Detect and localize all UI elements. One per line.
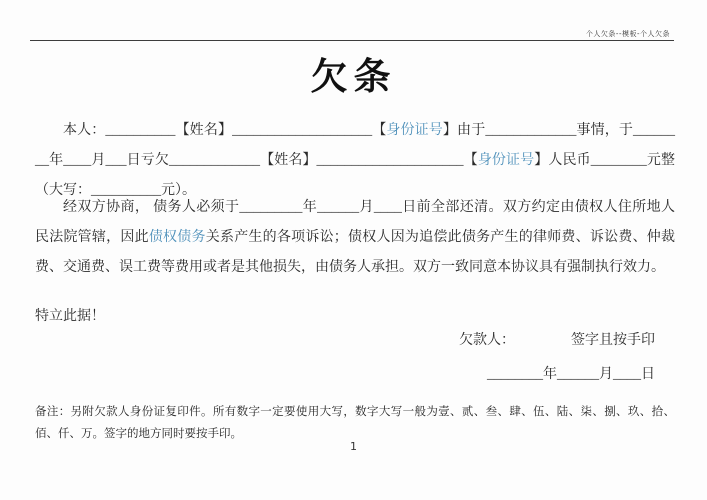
debt-relationship-label: 债权债务 [148, 230, 206, 245]
sign-instruction: 签字且按手印 [571, 333, 655, 348]
footer-note: 备注：另附欠款人身份证复印件。所有数字一定要使用大写，数字大写一般为壹、贰、叁、肆、伍、陆、柒、捌、玖、拾、佰、仟、万。签字的地方同时要按手印。 [35, 406, 675, 440]
para2-segment-1: 经双方协商， 债务人必须于_________年______月____日前全部还清。双方约定由债权人住所地人民法院管辖，因此 [35, 200, 675, 245]
signature-row [459, 331, 655, 351]
id-number-label-1: 身份证号 [386, 123, 443, 138]
signature-date-line: ________年______月____日 [487, 367, 655, 382]
para1-segment-1: 本人：__________【姓名】____________________【 [63, 123, 387, 138]
id-number-label-2: 身份证号 [477, 153, 535, 168]
para2-segment-2: 关系产生的各项诉讼；债权人因为追偿此债务产生的律师费、诉讼费、仲裁费、交通费、误工费等费用或者是其他损失，由债务人承担。双方一致同意本协议具有强制执行效力。 [35, 230, 676, 275]
page-number: 1 [350, 440, 357, 453]
document-title: 欠条 [310, 57, 397, 98]
paragraph-terms [35, 193, 675, 283]
header-running-title: 个人欠条--模板-个人欠条 [585, 30, 670, 38]
para1-segment-3: 】人民币________元整（大写：__________元）。 [35, 153, 676, 198]
declaration-text: 特立此据！ [35, 309, 105, 324]
header-rule [30, 40, 674, 41]
debtor-label: 欠款人： [459, 333, 515, 348]
para1-segment-2: 】由于_____________事情，于________年____月___日亏欠_____________【姓名】_____________________【 [35, 123, 676, 168]
signature-block [459, 331, 655, 385]
